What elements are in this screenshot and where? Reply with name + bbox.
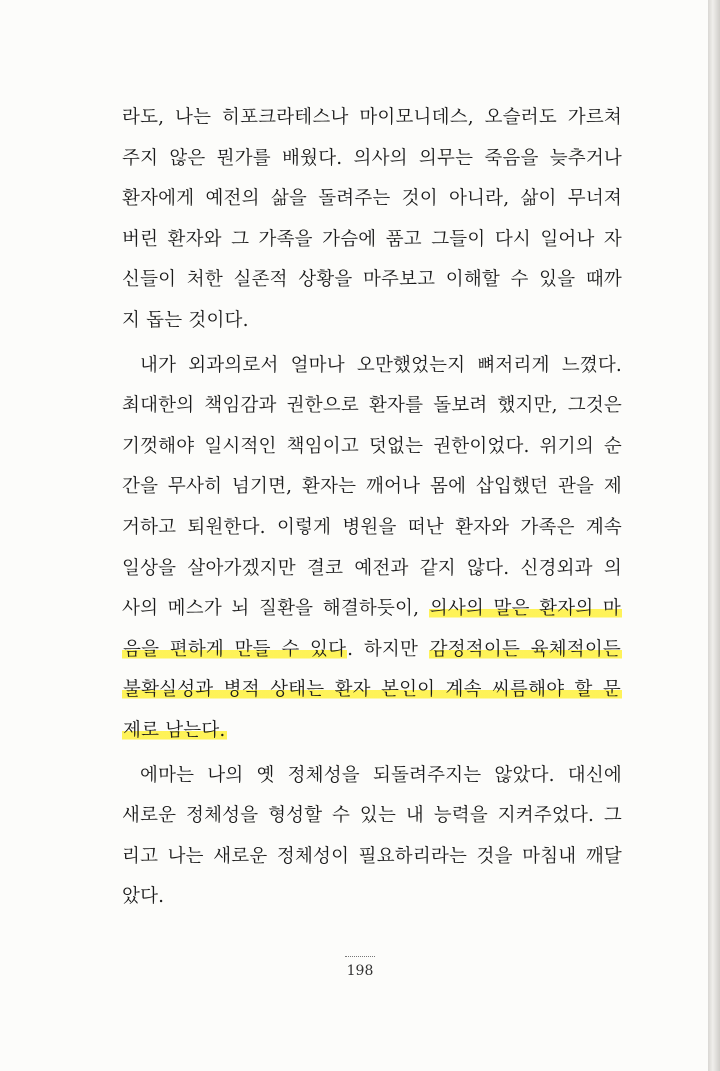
text-segment: 최대한의 책임감과 권한으로 환자를 돌보려 했지만, 그것은 xyxy=(122,395,622,417)
text-segment: 았다. xyxy=(122,886,165,908)
text-segment: 환자에게 예전의 삶을 돌려주는 것이 아니라, 삶이 무너져 xyxy=(122,188,622,210)
text-line xyxy=(122,386,622,427)
text-segment: 에마는 나의 옛 정체성을 되돌려주지는 않았다. 대신에 xyxy=(140,764,622,786)
folio-rule xyxy=(345,956,375,957)
text-segment: 거하고 퇴원한다. 이렇게 병원을 떠난 환자와 가족은 계속 xyxy=(122,516,622,538)
page-edge xyxy=(708,0,720,1071)
text-segment: 간을 무사히 넘기면, 환자는 깨어나 몸에 삽입했던 관을 제 xyxy=(122,476,622,498)
text-line xyxy=(122,179,622,220)
text-line xyxy=(122,756,622,797)
text-line xyxy=(122,630,622,671)
text-segment: 지 돕는 것이다. xyxy=(122,309,249,331)
highlighted-text: 감정적이든 육체적이든 xyxy=(429,638,621,660)
text-line xyxy=(122,260,622,301)
highlighted-text: 의사의 말은 환자의 마 xyxy=(429,598,621,620)
text-line xyxy=(122,877,622,918)
text-segment: 리고 나는 새로운 정체성이 필요하리라는 것을 마침내 깨달 xyxy=(122,845,622,867)
paragraph xyxy=(122,346,622,752)
text-line xyxy=(122,301,622,342)
text-line xyxy=(122,98,622,139)
text-segment: 새로운 정체성을 형성할 수 있는 내 능력을 지켜주었다. 그 xyxy=(122,805,622,827)
text-line xyxy=(122,346,622,387)
highlighted-text: 불확실성과 병적 상태는 환자 본인이 계속 씨름해야 할 문 xyxy=(123,679,621,701)
body-text xyxy=(122,98,622,918)
text-line xyxy=(122,711,622,752)
text-segment: 주지 않은 뭔가를 배웠다. 의사의 의무는 죽음을 늦추거나 xyxy=(122,147,622,169)
text-line xyxy=(122,220,622,261)
text-segment: 사의 메스가 뇌 질환을 해결하듯이, xyxy=(122,598,429,620)
text-line xyxy=(122,796,622,837)
text-segment: 내가 외과의로서 얼마나 오만했었는지 뼈저리게 느꼈다. xyxy=(140,354,622,376)
paragraph xyxy=(122,756,622,918)
text-line xyxy=(122,549,622,590)
highlighted-text: 음을 편하게 만들 수 있다 xyxy=(123,638,347,660)
text-segment: 일상을 살아가겠지만 결코 예전과 같지 않다. 신경외과 의 xyxy=(122,557,622,579)
text-line xyxy=(122,508,622,549)
text-segment: 신들이 처한 실존적 상황을 마주보고 이해할 수 있을 때까 xyxy=(122,269,622,291)
text-line xyxy=(122,670,622,711)
text-segment: . 하지만 xyxy=(347,638,429,660)
text-segment: 라도, 나는 히포크라테스나 마이모니데스, 오슬러도 가르쳐 xyxy=(122,107,622,128)
text-line xyxy=(122,427,622,468)
text-line xyxy=(122,837,622,878)
text-segment: 기껏해야 일시적인 책임이고 덧없는 권한이었다. 위기의 순 xyxy=(122,435,622,457)
highlighted-text: 제로 남는다. xyxy=(123,719,226,741)
text-line xyxy=(122,589,622,630)
text-line xyxy=(122,467,622,508)
page-number: 198 xyxy=(346,963,374,979)
text-line xyxy=(122,139,622,180)
paragraph xyxy=(122,98,622,342)
text-segment: 버린 환자와 그 가족을 가슴에 품고 그들이 다시 일어나 자 xyxy=(122,228,622,250)
